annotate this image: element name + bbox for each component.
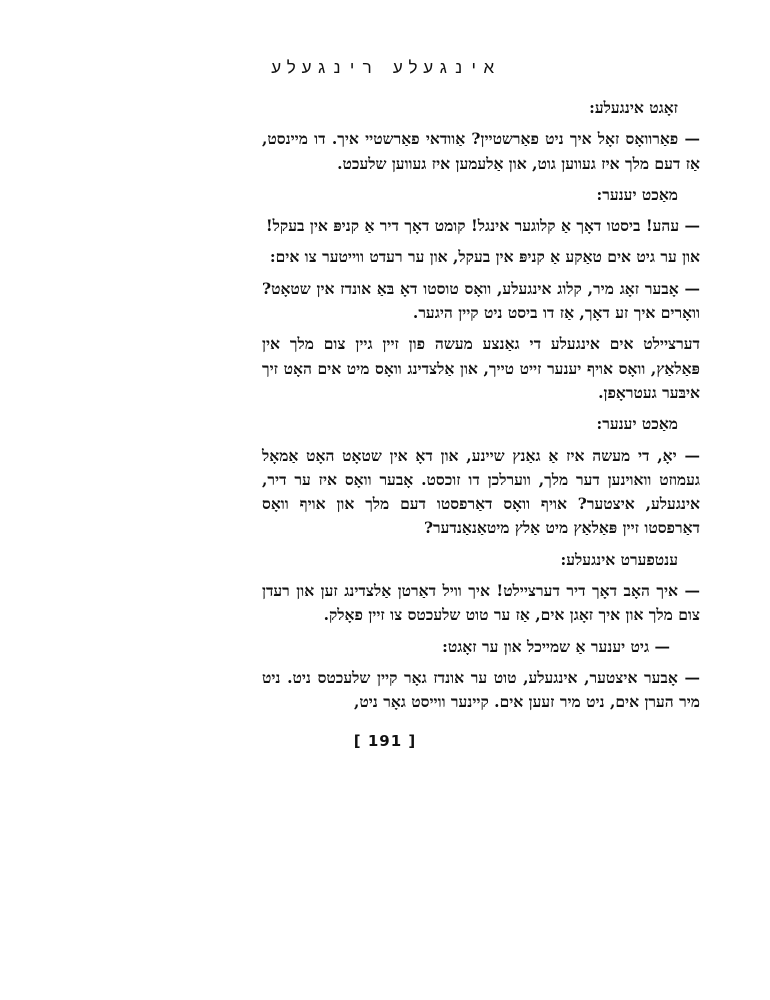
dialog-paragraph: — עהע! ביסטו דאָך אַ קלוגער אינגל! קומט דאָך דיר אַ קניפּ אין בעקל!: [265, 216, 700, 236]
speaker-line: ענטפערט אינגעלע:: [560, 549, 678, 569]
narration-paragraph: און ער גיט אים טאַקע אַ קניפּ אין בעקל, און ער רעדט ווייטער צו אים:: [269, 247, 700, 267]
dialog-paragraph: — אָבער איצטער, אינגעלע, טוט ער אונדז גאָר קיין שלעכטס ניט. ניט מיר הערן אים, ניט מיר זעען אים. קיינער ווייסט גאָר ניט,: [262, 667, 700, 712]
dialog-paragraph: — פאַרוואָס זאָל איך ניט פאַרשטיין? אַוודאי פאַרשטיי איך. דו מיינסט, אַז דעם מלך איז געווען גוט, און אַלעמען איז געווען שלעכט.: [262, 129, 700, 173]
page-number: [ 191 ]: [353, 732, 417, 750]
dialog-paragraph: — אָבער זאָג מיר, קלוג אינגעלע, וואָס טוסטו דאָ בּאַ אונדז אין שטאָט? וואָרים איך זע דאָך, אַז דו ביסט ניט קיין היגער.: [262, 278, 700, 323]
body-text: [262, 96, 700, 722]
narration-paragraph: דערציילט אים אינגעלע די גאַנצע מעשה פון זיין גיין צום מלך אין פּאַלאַץ, וואָס אויף יענער זייט טייך, און אַלצדינג וואָס מיט אים האָט זיך איבּער געטראָפן.: [262, 334, 700, 402]
dialog-paragraph: — איך האָב דאָך דיר דערציילט! איך וויל דאַרטן אַלצדינג זען און רעדן צום מלך און איך זאָגן אים, אַז ער טוט שלעכטס צו זיין פאָלק.: [262, 581, 700, 625]
speaker-line: מאַכט יענער:: [596, 414, 678, 434]
running-head: אינגעלע רינגעלע: [270, 58, 500, 78]
dialog-paragraph: — יאָ, די מעשה איז אַ גאַנץ שיינע, און דאָ אין שטאָט האָט אַמאָל געמוזט וואוינען דער מלך, ווערלכן דו זוכסט. אָבער וואָס איז ער דיר, אינגעלע, איצטער? אויף וואָס דאַרפסטו דעם מלך און אויף וואָס דאַרפסטו זיין פּאַלאַץ מיט אַלץ מיטאַנאַנדער?: [262, 445, 700, 538]
dialog-paragraph: — גיט יענער אַ שמייכל און ער זאָגט:: [442, 636, 670, 656]
speaker-line: זאָגט אינגעלע:: [589, 98, 678, 117]
speaker-line: מאַכט יענער:: [596, 184, 678, 204]
